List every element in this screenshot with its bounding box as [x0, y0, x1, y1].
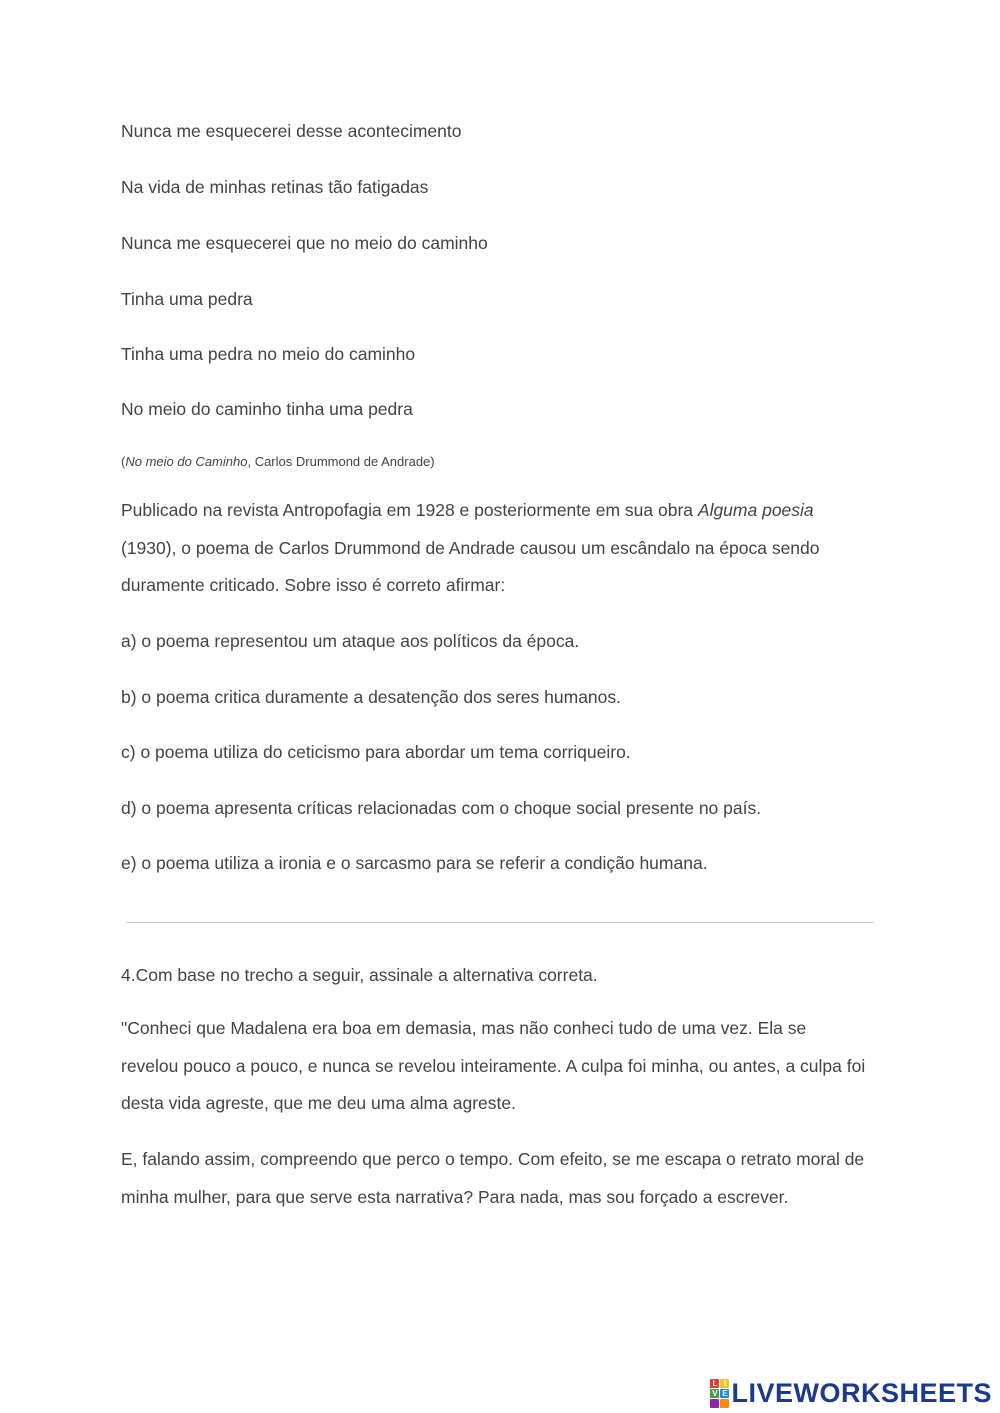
citation-title: No meio do Caminho: [125, 454, 248, 469]
liveworksheets-logo: [710, 1378, 992, 1408]
option-e[interactable]: e) o poema utiliza a ironia e o sarcasmo para se referir a condição humana.: [121, 853, 708, 873]
option-b[interactable]: b) o poema critica duramente a desatenção dos seres humanos.: [121, 687, 622, 707]
logo-text: LIVEWORKSHEETS: [731, 1377, 992, 1408]
citation-open: (: [121, 454, 126, 469]
option-a[interactable]: a) o poema representou um ataque aos políticos da época.: [121, 631, 580, 651]
logo-letter: V: [712, 1388, 718, 1398]
question-4-prompt: 4.Com base no trecho a seguir, assinale a alternativa correta.: [121, 965, 598, 985]
question-3-prompt: [121, 492, 866, 605]
poem-line: Tinha uma pedra: [121, 289, 253, 309]
option-c[interactable]: c) o poema utiliza do ceticismo para abordar um tema corriqueiro.: [121, 742, 631, 762]
logo-letter: I: [720, 1379, 729, 1388]
excerpt-paragraph-1: "Conheci que Madalena era boa em demasia, mas não conheci tudo de uma vez. Ela se revelou pouco a pouco, e nunca se revelou inteiramente. A culpa foi minha, ou antes, a culpa foi desta vida agreste, que me deu uma alma agreste.: [121, 1018, 866, 1113]
logo-icon: [710, 1379, 729, 1408]
logo-letter: E: [722, 1388, 728, 1398]
logo-letter: L: [710, 1379, 719, 1388]
prompt-text: Publicado na revista Antropofagia em 1928 e posteriormente em sua obra: [121, 500, 698, 520]
poem-line: Nunca me esquecerei que no meio do caminho: [121, 233, 488, 253]
poem-line: No meio do caminho tinha uma pedra: [121, 399, 413, 419]
section-divider: [126, 922, 874, 923]
logo-block: [720, 1399, 729, 1408]
prompt-text: (1930), o poema de Carlos Drummond de Andrade causou um escândalo na época sendo duramente criticado. Sobre isso é correto afirmar:: [121, 537, 820, 595]
poem-citation: [121, 453, 435, 471]
poem-line: Na vida de minhas retinas tão fatigadas: [121, 177, 429, 197]
poem-line: Tinha uma pedra no meio do caminho: [121, 344, 416, 364]
logo-block: [710, 1399, 719, 1408]
prompt-book-title: Alguma poesia: [697, 500, 814, 520]
excerpt-paragraph-2: E, falando assim, compreendo que perco o tempo. Com efeito, se me escapa o retrato moral de minha mulher, para que serve esta narrativa? Para nada, mas sou forçado a escrever.: [121, 1149, 865, 1207]
option-d[interactable]: d) o poema apresenta críticas relacionadas com o choque social presente no país.: [121, 798, 762, 818]
poem-line: Nunca me esquecerei desse acontecimento: [121, 121, 462, 141]
citation-author: , Carlos Drummond de Andrade): [247, 454, 435, 469]
